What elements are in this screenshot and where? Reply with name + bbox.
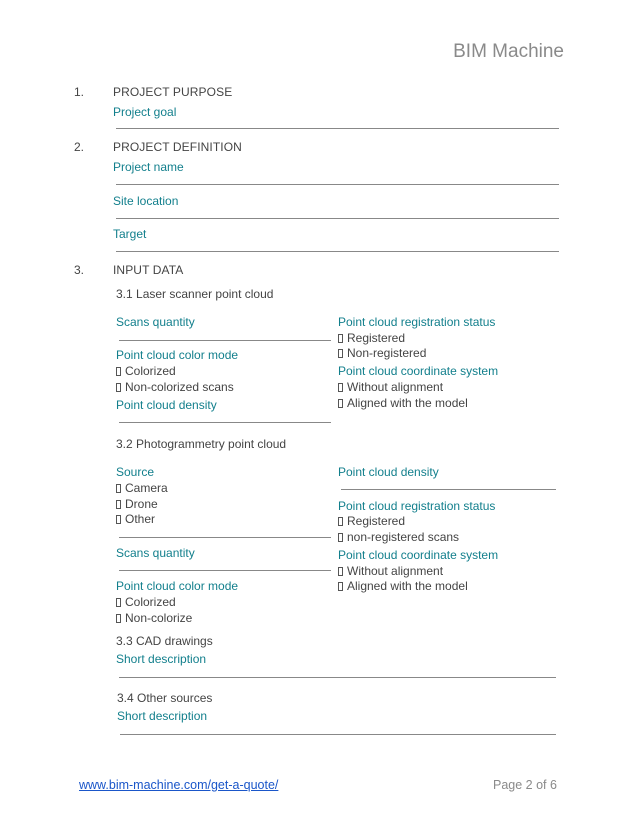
laser-coordinate-option-without[interactable] bbox=[338, 380, 443, 394]
photo-scans-quantity-field[interactable] bbox=[119, 570, 331, 571]
target-field[interactable] bbox=[116, 251, 559, 252]
option-label: Other bbox=[125, 512, 156, 526]
photo-source-option-other[interactable] bbox=[116, 512, 155, 526]
option-label: Non-registered bbox=[347, 346, 427, 360]
option-label: Drone bbox=[125, 497, 158, 511]
checkbox-icon[interactable] bbox=[338, 349, 343, 358]
section-2-title: PROJECT DEFINITION bbox=[113, 140, 242, 154]
project-goal-label: Project goal bbox=[113, 105, 177, 119]
site-location-field[interactable] bbox=[116, 218, 559, 219]
option-label: non-registered scans bbox=[347, 530, 460, 544]
option-label: Non-colorized scans bbox=[125, 380, 234, 394]
photo-density-field[interactable] bbox=[341, 489, 556, 490]
option-label: Registered bbox=[347, 331, 406, 345]
photo-color-option-noncolorize[interactable] bbox=[116, 611, 192, 625]
project-name-field[interactable] bbox=[116, 184, 559, 185]
photo-registration-label: Point cloud registration status bbox=[338, 499, 496, 513]
checkbox-icon[interactable] bbox=[116, 500, 121, 509]
photo-source-option-drone[interactable] bbox=[116, 497, 158, 511]
checkbox-icon[interactable] bbox=[338, 567, 343, 576]
checkbox-icon[interactable] bbox=[116, 484, 121, 493]
laser-density-label: Point cloud density bbox=[116, 398, 217, 412]
laser-registration-option-nonregistered[interactable] bbox=[338, 346, 426, 360]
photo-scans-quantity-label: Scans quantity bbox=[116, 546, 195, 560]
laser-coordinate-label: Point cloud coordinate system bbox=[338, 364, 499, 378]
option-label: Non-colorize bbox=[125, 611, 193, 625]
laser-color-option-colorized[interactable] bbox=[116, 364, 176, 378]
section-2-number: 2. bbox=[74, 140, 85, 154]
photo-source-option-camera[interactable] bbox=[116, 481, 168, 495]
option-label: Without alignment bbox=[347, 380, 444, 394]
site-location-label: Site location bbox=[113, 194, 179, 208]
laser-registration-option-registered[interactable] bbox=[338, 331, 405, 345]
photo-source-other-field[interactable] bbox=[119, 537, 331, 538]
page-number: Page 2 of 6 bbox=[493, 778, 557, 792]
quote-link[interactable]: www.bim-machine.com/get-a-quote/ bbox=[79, 778, 279, 792]
photo-color-option-colorized[interactable] bbox=[116, 595, 176, 609]
other-description-field[interactable] bbox=[120, 734, 556, 735]
checkbox-icon[interactable] bbox=[116, 614, 121, 623]
option-label: Registered bbox=[347, 514, 406, 528]
checkbox-icon[interactable] bbox=[338, 517, 343, 526]
option-label: Colorized bbox=[125, 364, 176, 378]
target-label: Target bbox=[113, 227, 147, 241]
section-3-title: INPUT DATA bbox=[113, 263, 184, 277]
project-name-label: Project name bbox=[113, 160, 184, 174]
option-label: Colorized bbox=[125, 595, 176, 609]
laser-scans-quantity-label: Scans quantity bbox=[116, 315, 195, 329]
photo-registration-option-nonregistered[interactable] bbox=[338, 530, 459, 544]
photo-density-label: Point cloud density bbox=[338, 465, 439, 479]
cad-section-title: 3.3 CAD drawings bbox=[116, 634, 213, 648]
checkbox-icon[interactable] bbox=[338, 533, 343, 542]
laser-color-mode-label: Point cloud color mode bbox=[116, 348, 239, 362]
option-label: Aligned with the model bbox=[347, 579, 468, 593]
checkbox-icon[interactable] bbox=[338, 399, 343, 408]
checkbox-icon[interactable] bbox=[116, 367, 121, 376]
section-1-number: 1. bbox=[74, 85, 85, 99]
laser-density-field[interactable] bbox=[119, 422, 331, 423]
cad-description-field[interactable] bbox=[119, 677, 556, 678]
project-goal-field[interactable] bbox=[116, 128, 559, 129]
photo-registration-option-registered[interactable] bbox=[338, 514, 405, 528]
laser-section-title: 3.1 Laser scanner point cloud bbox=[116, 287, 274, 301]
laser-scans-quantity-field[interactable] bbox=[119, 340, 331, 341]
checkbox-icon[interactable] bbox=[116, 515, 121, 524]
laser-color-option-noncolorized[interactable] bbox=[116, 380, 234, 394]
photo-coordinate-option-without[interactable] bbox=[338, 564, 443, 578]
laser-coordinate-option-aligned[interactable] bbox=[338, 396, 468, 410]
photo-coordinate-label: Point cloud coordinate system bbox=[338, 548, 499, 562]
photo-color-mode-label: Point cloud color mode bbox=[116, 579, 239, 593]
checkbox-icon[interactable] bbox=[338, 582, 343, 591]
brand-title: BIM Machine bbox=[453, 41, 564, 62]
checkbox-icon[interactable] bbox=[338, 383, 343, 392]
section-1-title: PROJECT PURPOSE bbox=[113, 85, 233, 99]
photo-coordinate-option-aligned[interactable] bbox=[338, 579, 468, 593]
checkbox-icon[interactable] bbox=[116, 383, 121, 392]
other-description-label: Short description bbox=[117, 709, 208, 723]
checkbox-icon[interactable] bbox=[116, 598, 121, 607]
cad-description-label: Short description bbox=[116, 652, 207, 666]
other-section-title: 3.4 Other sources bbox=[117, 691, 213, 705]
option-label: Camera bbox=[125, 481, 168, 495]
option-label: Aligned with the model bbox=[347, 396, 468, 410]
photo-source-label: Source bbox=[116, 465, 155, 479]
photo-section-title: 3.2 Photogrammetry point cloud bbox=[116, 437, 287, 451]
laser-registration-label: Point cloud registration status bbox=[338, 315, 496, 329]
section-3-number: 3. bbox=[74, 263, 85, 277]
option-label: Without alignment bbox=[347, 564, 444, 578]
checkbox-icon[interactable] bbox=[338, 334, 343, 343]
